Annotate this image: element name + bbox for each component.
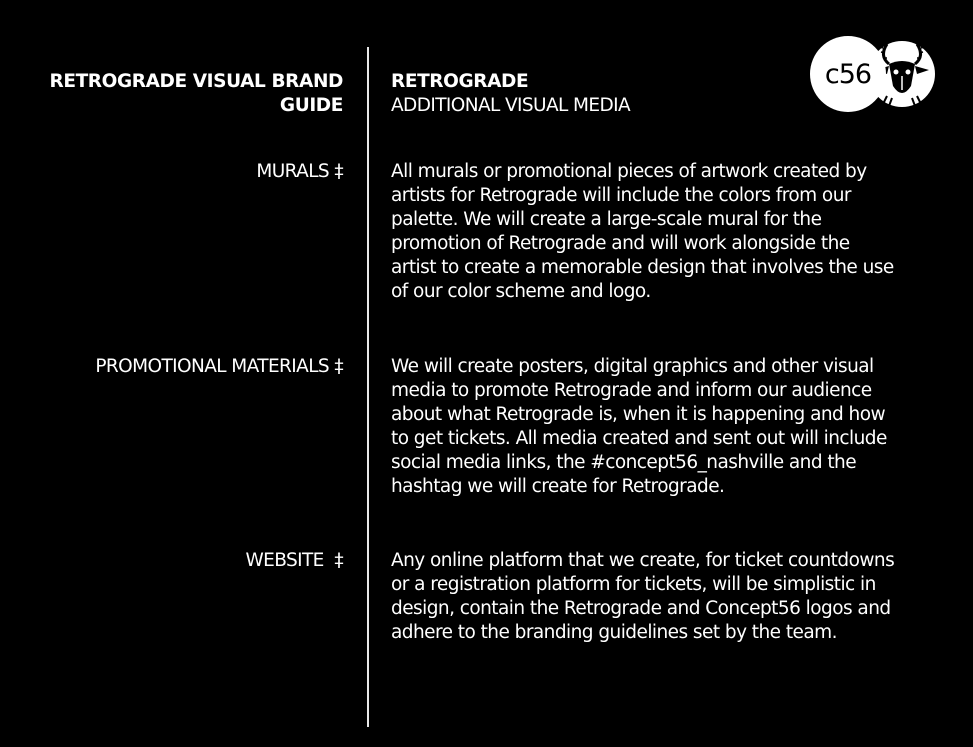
column-divider bbox=[367, 47, 369, 727]
concept56-logo bbox=[807, 34, 937, 114]
paragraph-murals: All murals or promotional pieces of artwork created by artists for Retrograde will include the colors from our palette. We will create a large-scale mural for the promotion of Retrograde and will work alongside the artist to create a memorable design that involves the use of our color scheme and logo. bbox=[391, 161, 894, 302]
page-title: RETROGRADE bbox=[391, 71, 529, 92]
label-murals: MURALS ‡ bbox=[256, 161, 343, 182]
label-website: WEBSITE ‡ bbox=[245, 550, 343, 571]
paragraph-promotional-materials: We will create posters, digital graphics and other visual media to promote Retrograde and inform our audience about what Retrograde is, when it is happening and how to get tickets. All media created and sent out will include social media links, the #concept56_nashville and the hashtag we will create for Retrograde. bbox=[391, 356, 887, 497]
page-subtitle: ADDITIONAL VISUAL MEDIA bbox=[391, 95, 631, 116]
label-promotional-materials: PROMOTIONAL MATERIALS ‡ bbox=[95, 356, 343, 377]
badge-text: c56 bbox=[824, 59, 872, 90]
section-header bbox=[391, 70, 630, 118]
brand-guide-title: RETROGRADE VISUAL BRAND GUIDE bbox=[49, 71, 343, 116]
paragraph-website: Any online platform that we create, for ticket countdowns or a registration platform for tickets, will be simplistic in design, contain the Retrograde and Concept56 logos and adhere to the branding guidelines set by the team. bbox=[391, 550, 895, 643]
